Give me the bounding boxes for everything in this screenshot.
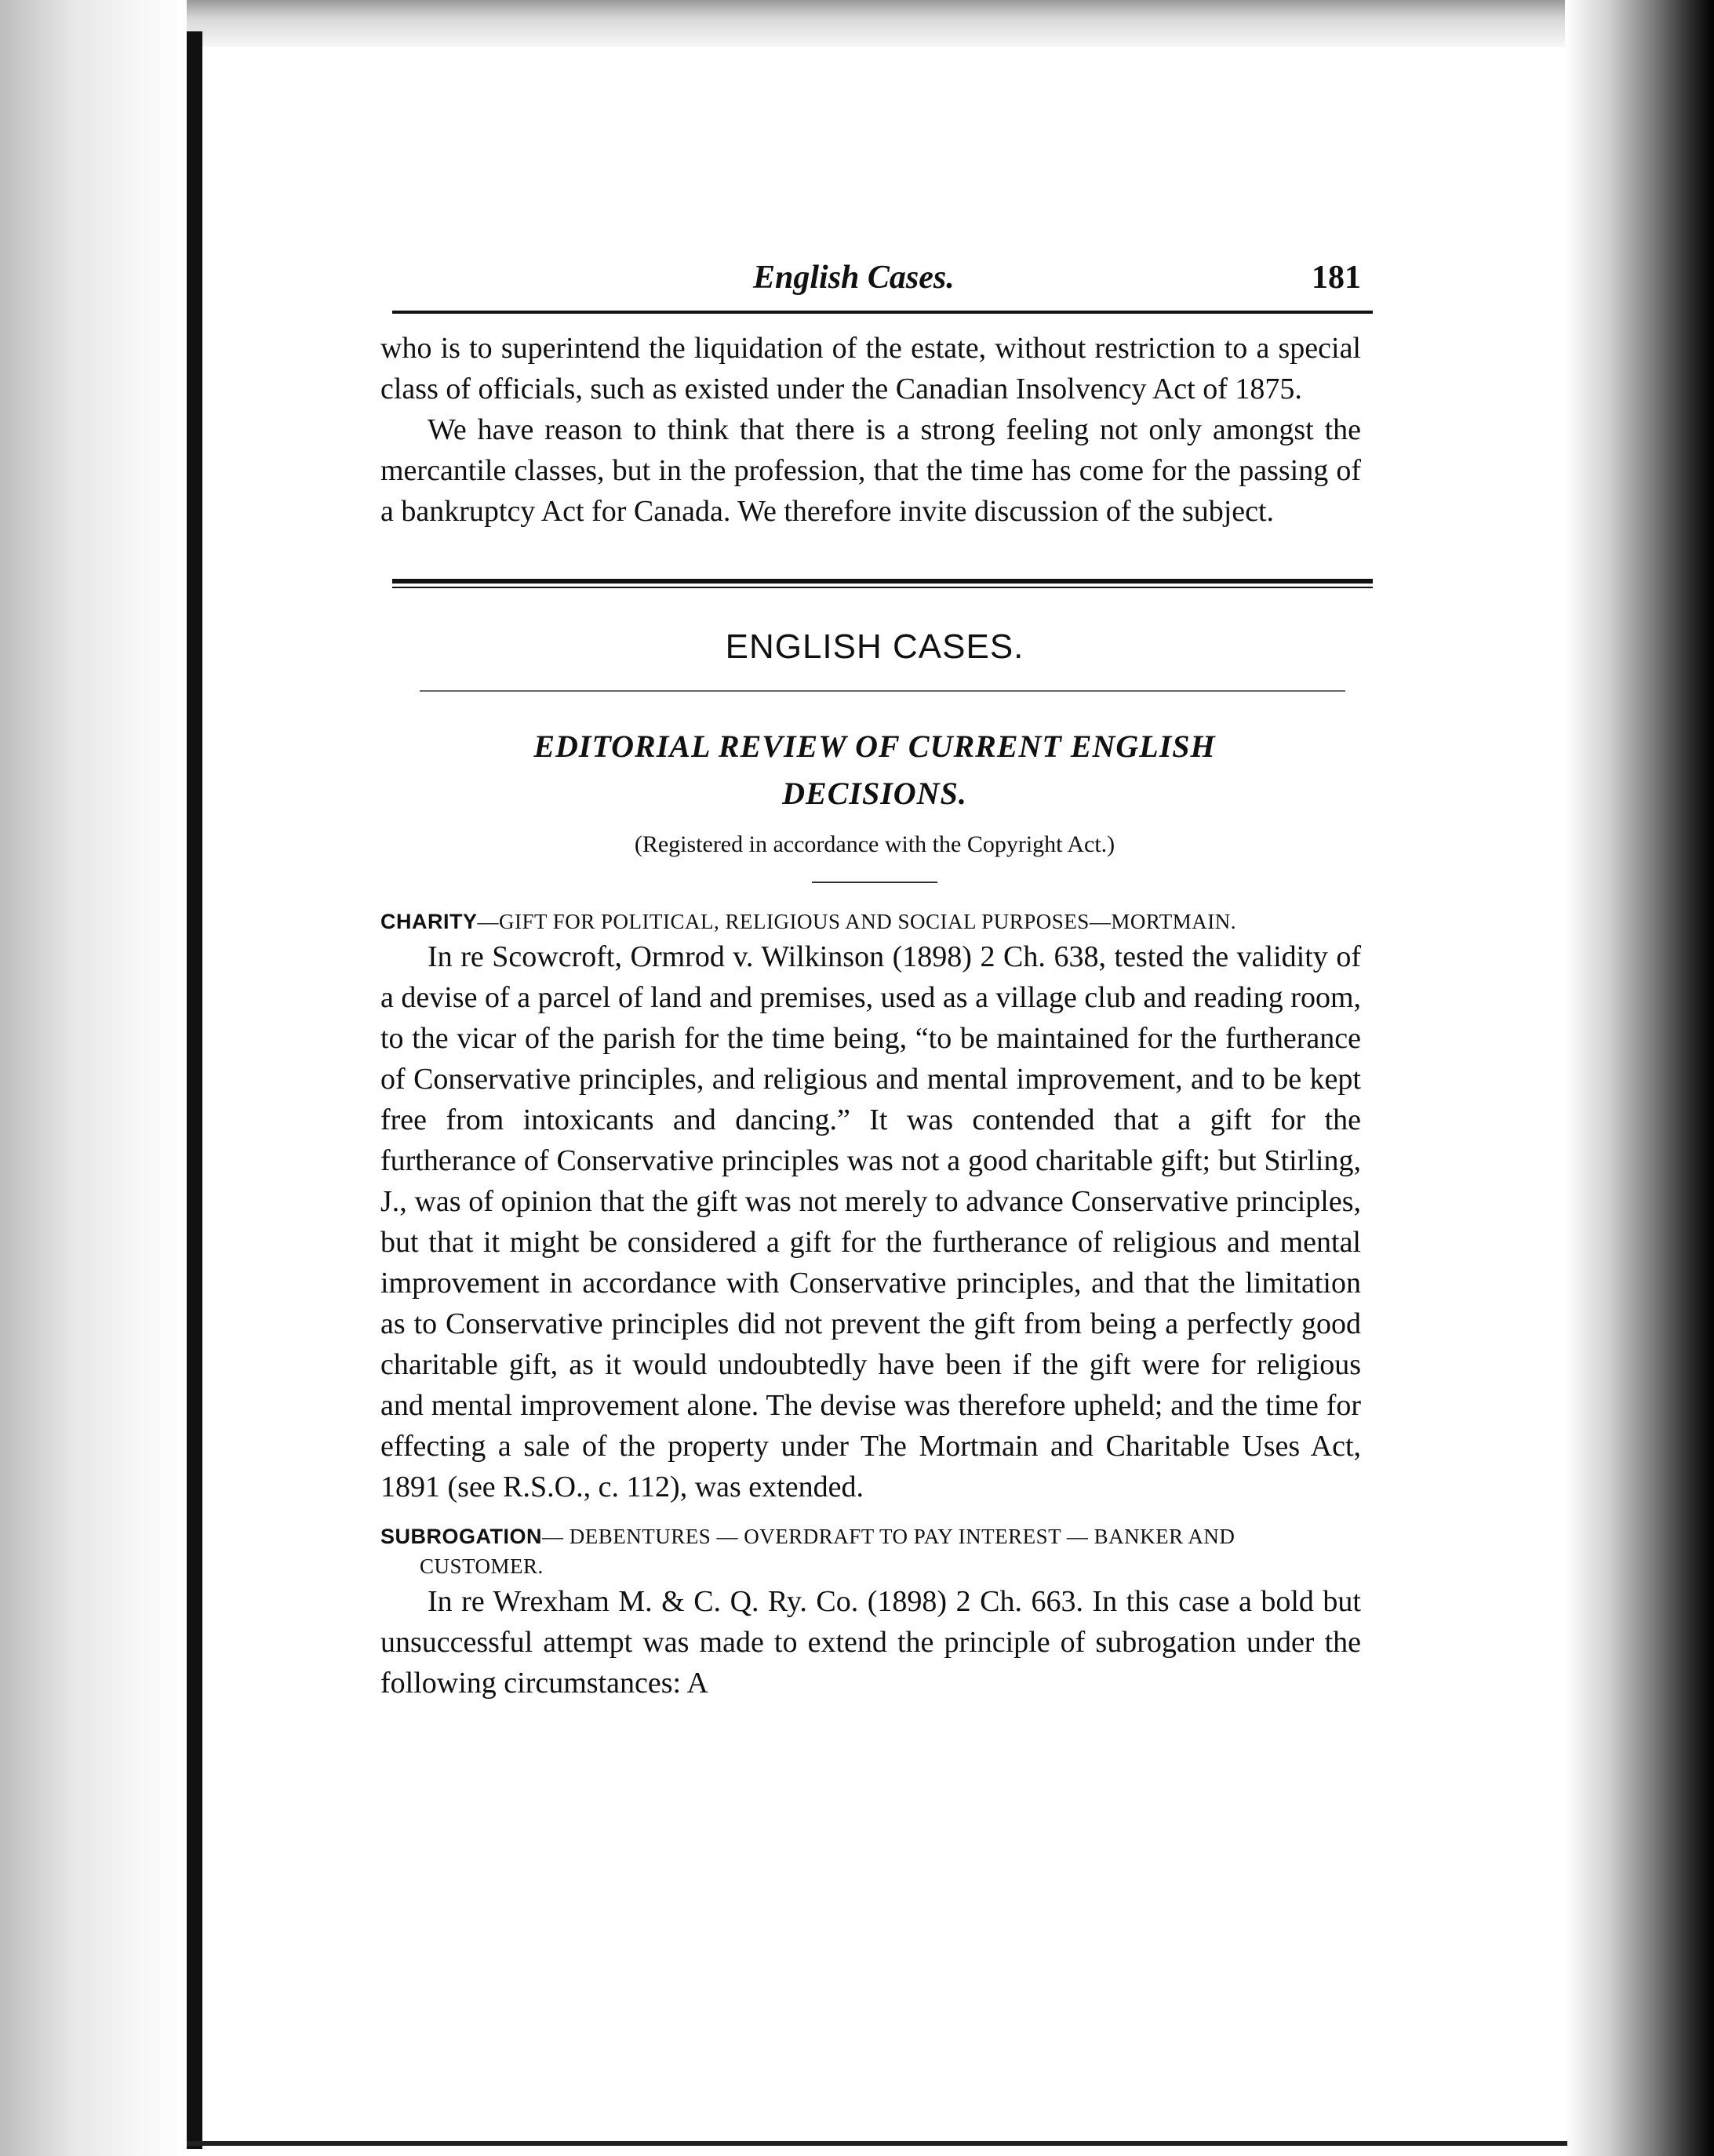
case-topic: CHARITY (380, 910, 478, 933)
page-binding-edge (187, 31, 202, 2149)
scan-top-shadow (187, 0, 1714, 47)
section-title: ENGLISH CASES. (725, 627, 1024, 666)
scan-left-shadow (0, 0, 187, 2156)
case-subtopic-continued: CUSTOMER. (420, 1554, 544, 1578)
short-divider (812, 882, 937, 883)
running-title: English Cases. (753, 260, 955, 296)
registration-note: (Registered in accordance with the Copyright Act.) (634, 831, 1115, 857)
page-bottom-edge (187, 2141, 1567, 2146)
case-subtopic: — DEBENTURES — OVERDRAFT TO PAY INTEREST — BANKER AND (542, 1525, 1235, 1548)
intro-paragraph-1: who is to superintend the liquidation of the estate, without restriction to a special class of officials, such as existed under the Canadian Insolvency Act of 1875. (380, 332, 1361, 405)
running-header (373, 251, 1377, 306)
case-heading (380, 907, 1361, 936)
subheading-line-2: DECISIONS. (782, 776, 967, 811)
editorial-subheading (373, 723, 1377, 817)
case-paragraph: In re Scowcroft, Ormrod v. Wilkinson (1898) 2 Ch. 638, tested the validity of a devise of a parcel of land and premises, used as a village club and reading room, to the vicar of the parish for the time being, “to be maintained for the furtherance of Conservative principles, and religious and mental improvement, and to be kept free from intoxicants and dancing.” It was contended that a gift for the furtherance of Conservative principles was not a good charitable gift; but Stirling, J., was of opinion that the gift was not merely to advance Conservative principles, but that it might be considered a gift for the furtherance of religious and mental improvement in accordance with Conservative principles, and that the limitation as to Conservative principles did not prevent the gift from being a perfectly good charitable gift, as it would undoubtedly have been if the gift were for religious and mental improvement alone. The devise was therefore upheld; and the time for effecting a sale of the property under The Mortmain and Charitable Uses Act, 1891 (see R.S.O., c. 112), was extended. (380, 940, 1361, 1503)
intro-paragraph-2: We have reason to think that there is a strong feeling not only amongst the mercantile classes, but in the profession, that the time has come for the passing of a bankruptcy Act for Canada. We therefore invite discussion of the subject. (380, 413, 1361, 528)
case-paragraph: In re Wrexham M. & C. Q. Ry. Co. (1898) 2 Ch. 663. In this case a bold but unsuccessful attempt was made to extend the principle of subrogation under the following circumstances: A (380, 1585, 1361, 1700)
case-heading (380, 1522, 1361, 1581)
section-title-rule (420, 690, 1345, 692)
page-number: 181 (1312, 260, 1361, 296)
scan-right-edge (1565, 0, 1714, 2156)
document-page (373, 251, 1377, 1703)
case-topic: SUBROGATION (380, 1525, 542, 1548)
header-rule (392, 311, 1373, 314)
subheading-line-1: EDITORIAL REVIEW OF CURRENT ENGLISH (533, 729, 1216, 764)
case-subtopic: —GIFT FOR POLITICAL, RELIGIOUS AND SOCIAL PURPOSES—MORTMAIN. (477, 910, 1236, 933)
section-divider (392, 579, 1373, 588)
